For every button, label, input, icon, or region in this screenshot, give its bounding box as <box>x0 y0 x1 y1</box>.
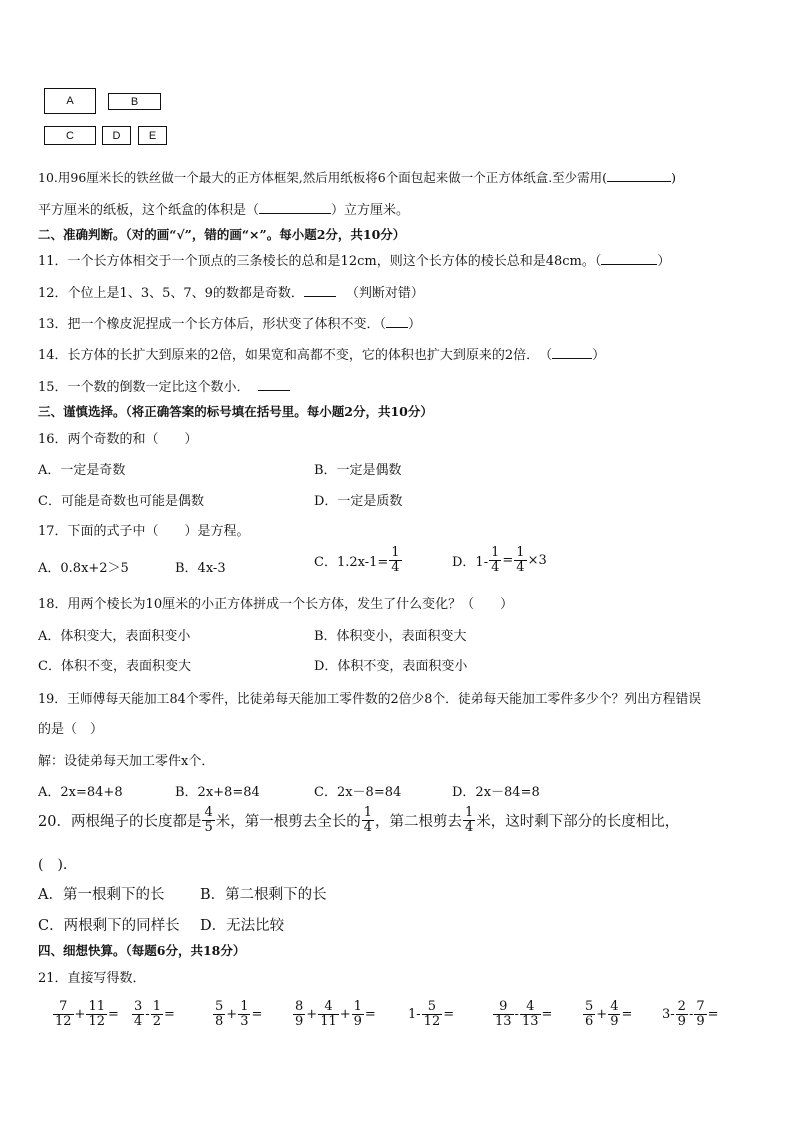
fraction: $\frac{1}{4}$ <box>491 545 500 575</box>
calc-item-3: $\frac{5}{8}$ + $\frac{1}{3}$ = <box>215 999 263 1029</box>
question-18-stem: 18．用两个棱长为10厘米的小正方体拼成一个长方体，发生了什么变化？（ ） <box>38 597 514 612</box>
question-21-stem: 21．直接写得数． <box>38 971 146 986</box>
q19-option-d[interactable]: D．2x－84=8 <box>452 785 540 800</box>
question-16-stem: 16．两个奇数的和（ ） <box>38 432 198 447</box>
q10-blank-1[interactable] <box>607 181 671 182</box>
question-19-line2: 的是（ ） <box>38 722 104 737</box>
q20-option-c[interactable]: C．两根剩下的同样长 <box>38 918 180 934</box>
q17-option-d[interactable]: D．1- $\frac{1}{4}$ = $\frac{1}{4}$ ×3 <box>452 545 547 575</box>
question-12: 12．个位上是1、3、5、7、9的数都是奇数． （判断对错） <box>38 286 424 301</box>
q16-option-b[interactable]: B．一定是偶数 <box>314 463 402 478</box>
question-14: 14．长方体的长扩大到原来的2倍，如果宽和高都不变，它的体积也扩大到原来的2倍． （ ） <box>38 348 606 363</box>
question-10-cont: 平方厘米的纸板，这个纸盒的体积是（ ）立方厘米。 <box>38 203 410 218</box>
q17-option-b[interactable]: B．4x-3 <box>175 561 226 576</box>
calc-item-5: 1- $\frac{5}{12}$ = <box>408 999 455 1029</box>
box-e: E <box>138 126 167 145</box>
q20-option-a[interactable]: A．第一根剩下的长 <box>38 887 165 903</box>
q19-option-a[interactable]: A．2x=84+8 <box>38 785 123 800</box>
q15-blank[interactable] <box>258 390 290 391</box>
box-c: C <box>44 126 96 145</box>
q13-blank[interactable] <box>386 327 408 328</box>
question-15: 15．一个数的倒数一定比这个数小． <box>38 376 290 395</box>
fraction: $\frac{1}{4}$ <box>363 805 373 835</box>
question-13: 13．把一个橡皮泥捏成一个长方体后，形状变了体积不变．（ ） <box>38 317 422 332</box>
q18-option-a[interactable]: A．体积变大，表面积变小 <box>38 629 191 644</box>
q18-option-c[interactable]: C．体积不变，表面积变大 <box>38 659 191 674</box>
box-d: D <box>102 126 131 145</box>
section-4-heading: 四、细想快算。（每题6分，共18分） <box>38 943 246 958</box>
q10-blank-2[interactable] <box>259 213 331 214</box>
q14-blank[interactable] <box>552 358 592 359</box>
fraction: $\frac{1}{4}$ <box>516 545 525 575</box>
q17-option-c[interactable]: C．1.2x-1= $\frac{1}{4}$ <box>314 545 400 575</box>
q19-option-c[interactable]: C．2x－8=84 <box>314 785 402 800</box>
calc-item-8: 3- $\frac{2}{9}$ - $\frac{7}{9}$ = <box>662 999 719 1029</box>
q17-option-a[interactable]: A．0.8x+2＞5 <box>38 561 129 576</box>
calc-item-6: $\frac{9}{13}$ - $\frac{4}{13}$ = <box>495 999 553 1029</box>
box-a: A <box>44 88 96 114</box>
box-b: B <box>108 93 161 110</box>
q16-option-a[interactable]: A．一定是奇数 <box>38 463 126 478</box>
calc-item-4: $\frac{8}{9}$ + $\frac{4}{11}$ + $\frac{1}{9}$ = <box>295 999 376 1029</box>
question-11: 11．一个长方体相交于一个顶点的三条棱长的总和是12cm，则这个长方体的棱长总和是48cm。（ ） <box>38 254 671 269</box>
section-2-heading: 二、准确判断。（对的画“√”，错的画“×”。每小题2分，共10分） <box>38 227 406 242</box>
fraction: $\frac{4}{5}$ <box>204 805 213 835</box>
q16-option-c[interactable]: C．可能是奇数也可能是偶数 <box>38 494 204 509</box>
calc-item-1: $\frac{7}{12}$ + $\frac{11}{12}$ = <box>55 999 119 1029</box>
calc-item-7: $\frac{5}{6}$ + $\frac{4}{9}$ = <box>585 999 633 1029</box>
question-19-solution: 解：设徒弟每天加工零件x个． <box>38 754 215 769</box>
q18-option-b[interactable]: B．体积变小，表面积变大 <box>314 629 467 644</box>
q20-option-d[interactable]: D．无法比较 <box>200 918 285 934</box>
fraction: $\frac{1}{4}$ <box>391 545 400 575</box>
question-17-stem: 17．下面的式子中（ ）是方程。 <box>38 524 250 539</box>
q16-option-d[interactable]: D．一定是质数 <box>314 494 403 509</box>
q12-blank[interactable] <box>304 296 336 297</box>
q18-option-d[interactable]: D．体积不变，表面积变小 <box>314 659 468 674</box>
q11-blank[interactable] <box>601 264 657 265</box>
q19-option-b[interactable]: B．2x+8=84 <box>175 785 260 800</box>
calc-item-2: $\frac{3}{4}$ - $\frac{1}{2}$ = <box>134 999 175 1029</box>
question-20-line1: 20．两根绳子的长度都是 $\frac{4}{5}$ 米，第一根剪去全长的 $\frac{1}{4}$ ，第二根剪去 $\frac{1}{4}$ 米，这时剩下部分的长度相比， <box>38 805 680 835</box>
question-19-line1: 19．王师傅每天能加工84个零件，比徒弟每天能加工零件数的2倍少8个．徒弟每天能加工零件多少个？列出方程错误 <box>38 692 702 707</box>
section-3-heading: 三、谨慎选择。（将正确答案的标号填在括号里。每小题2分，共10分） <box>38 404 433 419</box>
fraction: $\frac{1}{4}$ <box>465 805 474 835</box>
question-20-line2: ( ). <box>38 857 68 873</box>
question-10: 10.用96厘米长的铁丝做一个最大的正方体框架,然后用纸板将6个面包起来做一个正方体纸盒.至少需用( ) <box>38 170 676 185</box>
q20-option-b[interactable]: B．第二根剩下的长 <box>200 887 327 903</box>
q10-line1: 10.用96厘米长的铁丝做一个最大的正方体框架,然后用纸板将6个面包起来做一个正方体纸盒.至少需用( <box>38 170 608 185</box>
